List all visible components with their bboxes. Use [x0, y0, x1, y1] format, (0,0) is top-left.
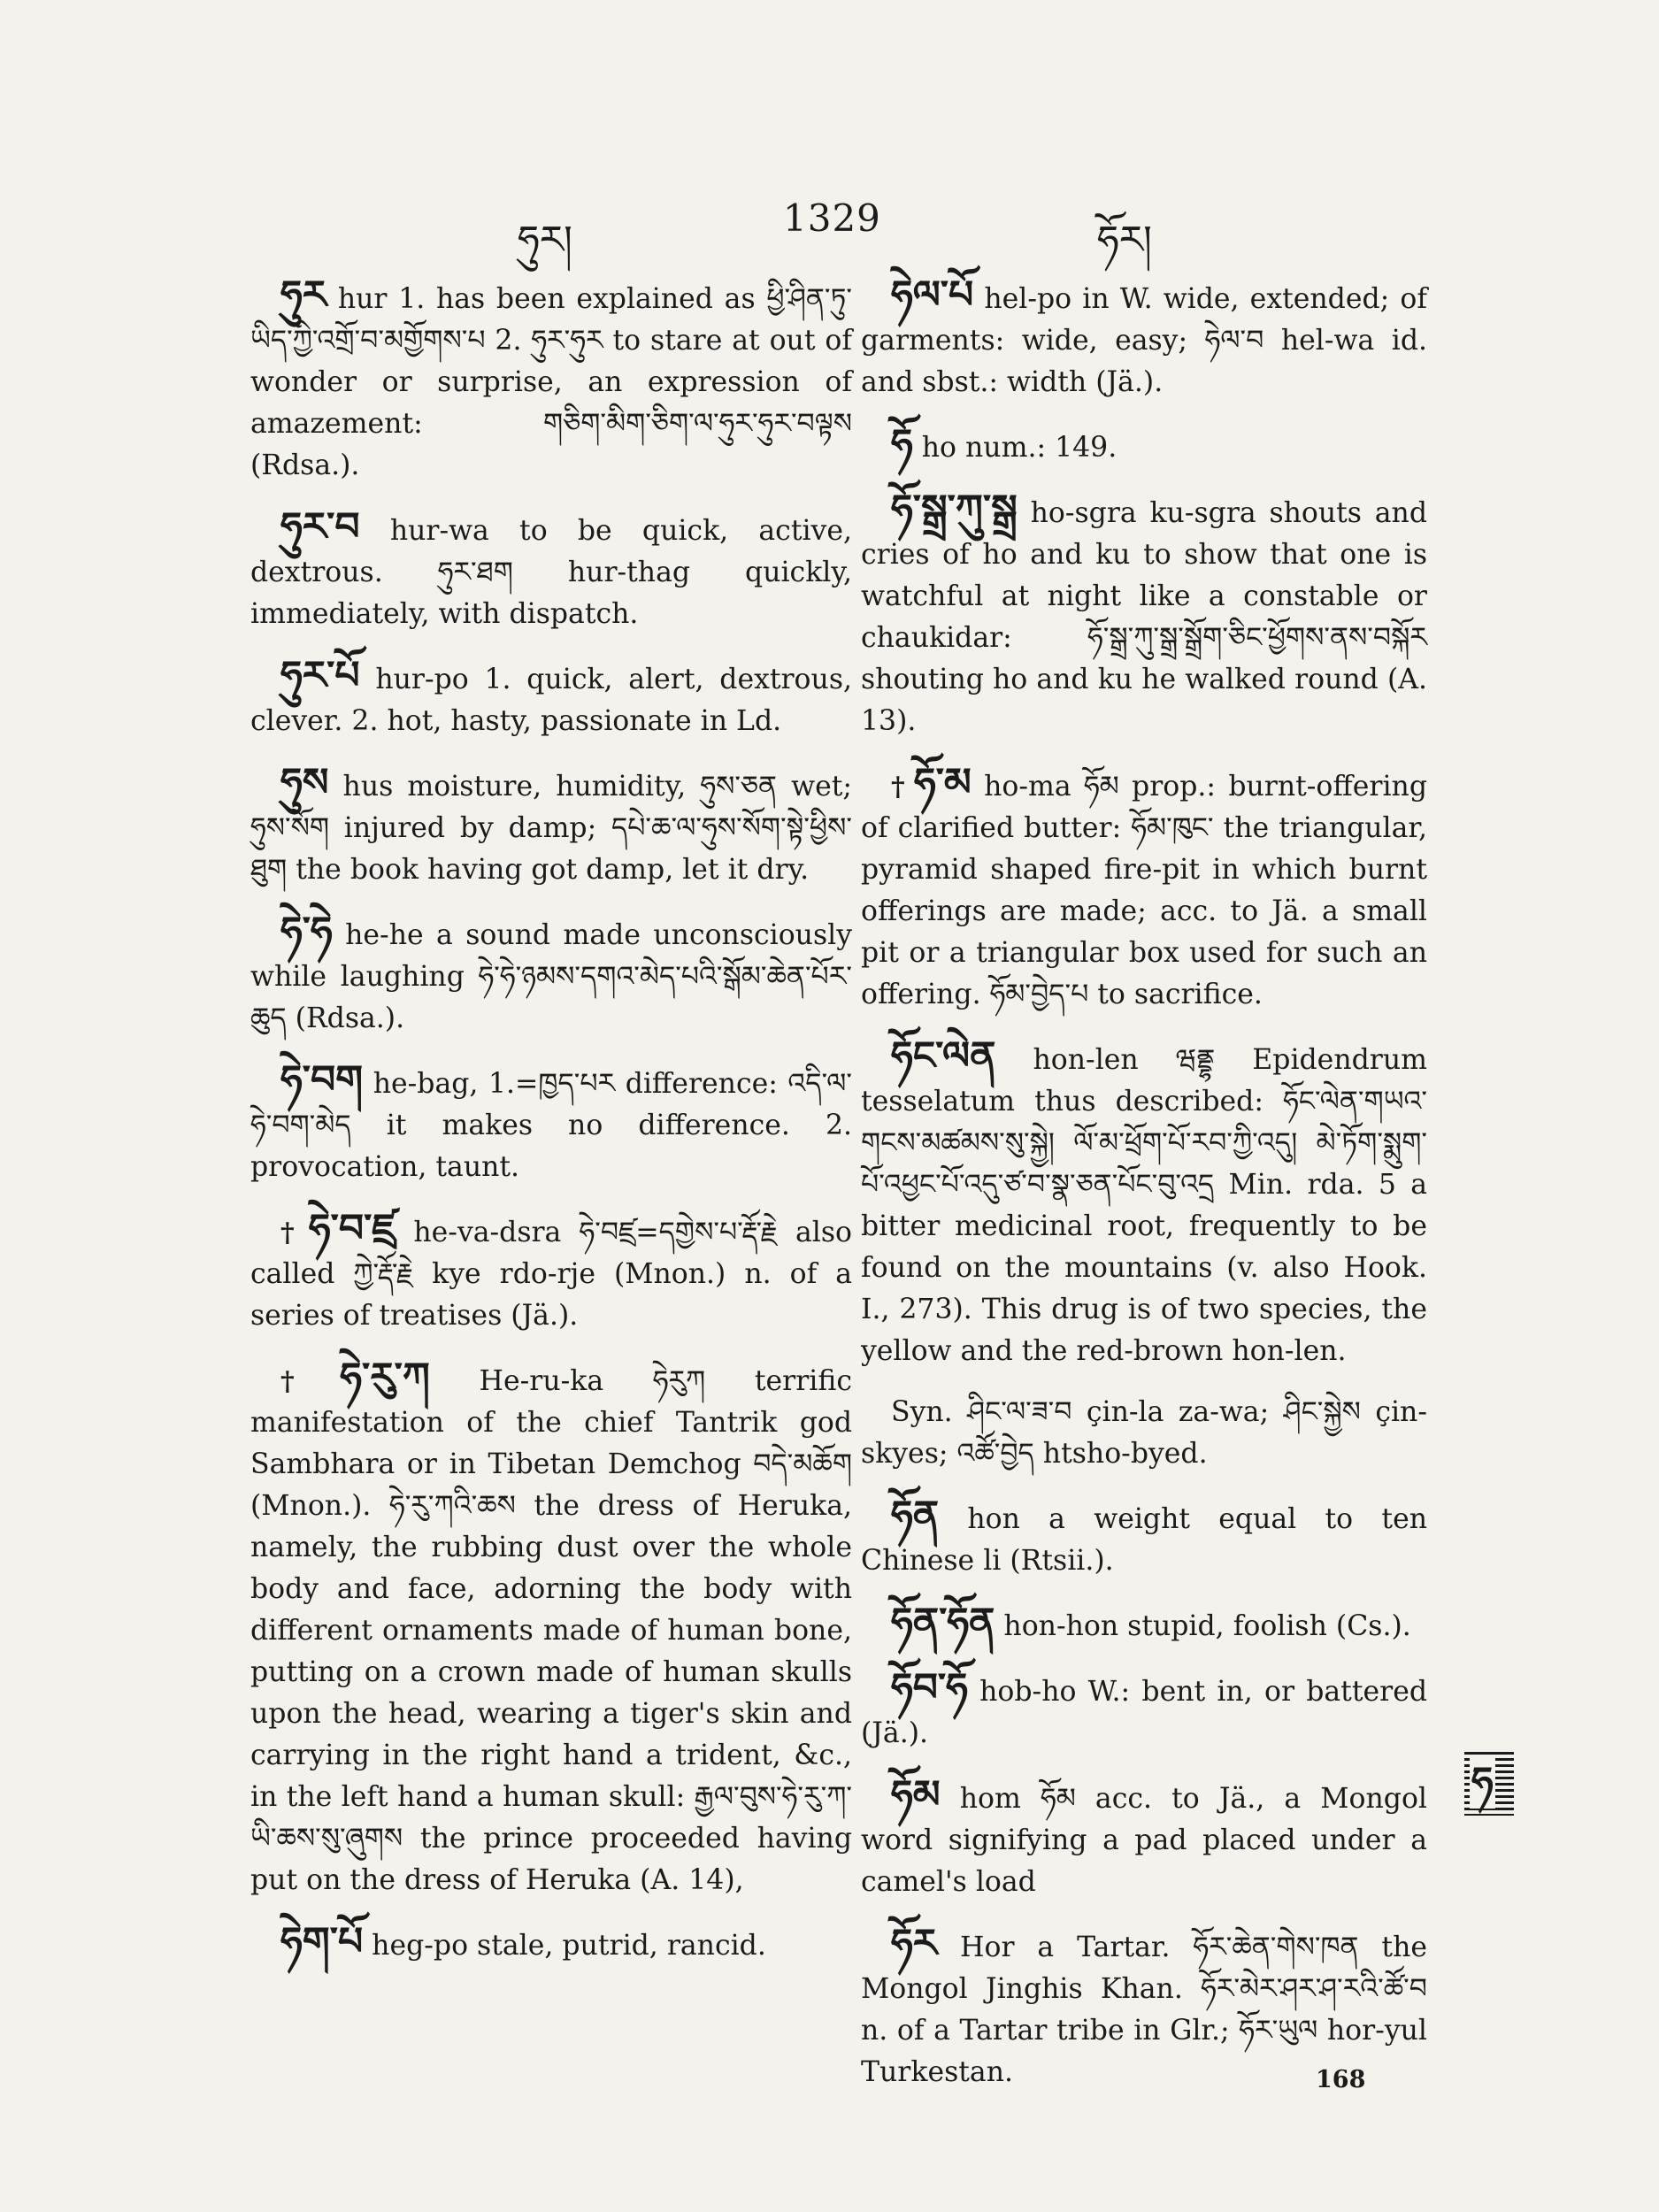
entry-headword: ཧོབ་ཧོ [891, 1665, 968, 1710]
entry-headword: ཧོ [891, 421, 913, 466]
entry-text: He-ru-ka ཧེརུཀ terrific manifestation of the chief Tantrik god Sambhara or in Tibetan Demchog བདེ་མཆོག (Mnon.). ཧེ་རུ་ཀའི་ཆས the dress of Heruka, namely, the rubbing dust over the whole body and face, adorning the body with different ornaments made of human bone, putting on a crown made of human skulls upon the head, wearing a tiger's skin and carrying in the right hand a trident, &c., in the left hand a human skull: རྒྱལ་བུས་ཧེ་རུ་ཀ་ཡི་ཆས་སུ་ཞུགས the prince proceeded having put on the dress of Heruka (A. 14), [250, 1365, 852, 1896]
entry-text: hel-po in W. wide, extended; of garments: wide, easy; ཧེལ་བ hel-wa id. and sbst.: width (Jä.). [861, 283, 1427, 398]
dictionary-entry [861, 762, 1427, 1016]
sanskrit-marker: † [280, 1217, 303, 1248]
entry-headword: ཧེ་བག [280, 1057, 364, 1102]
dictionary-entry [250, 506, 852, 635]
entry-text: hob-ho W.: bent in, or battered (Jä.). [861, 1676, 1427, 1749]
thumb-index-letter: ཧ [1470, 1755, 1495, 1809]
dictionary-entry [861, 1035, 1427, 1372]
entry-text: he-va-dsra ཧེ་བཛྲ=དགྱེས་པ་རྡོ་རྗེ also called ཀྱེ་རྡོ་རྗེ kye rdo-rje (Mnon.) n. of a series of treatises (Jä.). [250, 1217, 852, 1332]
dictionary-entry [861, 1601, 1427, 1647]
dictionary-entry [250, 1059, 852, 1188]
entry-text: hom ཧོམ acc. to Jä., a Mongol word signifying a pad placed under a camel's load [861, 1783, 1428, 1898]
sanskrit-marker: † [280, 1366, 335, 1397]
entry-headword: ཧུར་པོ [280, 653, 360, 698]
entry-text: hur 1. has been explained as ཕྱི་ཤིན་ཏུ་ཡིད་ཀྱི་འགྲོ་བ་མགྱོགས་པ 2. ཧུར་ཧུར to stare at out of wonder or surprise, an expression of amazement: གཅིག་མིག་ཅིག་ལ་ཧུར་ཧུར་བལྟས (Rdsa.). [250, 283, 852, 481]
thumb-index-tab [1464, 1752, 1514, 1816]
dictionary-entry [861, 488, 1427, 742]
left-guide-word: ཧུར། [518, 218, 572, 263]
entry-text: Hor a Tartar. ཧོར་ཆེན་གེས་ཁན the Mongol Jinghis Khan. ཧོར་མེར་ཤར་ཤ་རའི་ཚོ་བ n. of a Tartar tribe in Glr.; ཧོར་ཡུལ hor-yul Turkestan. [861, 1932, 1427, 2088]
page-number: 1329 [783, 196, 881, 240]
entry-text: hon a weight equal to ten Chinese li (Rtsii.). [861, 1503, 1427, 1577]
dictionary-entry [861, 274, 1427, 403]
dictionary-entry [861, 1494, 1427, 1582]
signature-mark: 168 [1316, 2066, 1366, 2093]
entry-headword: ཧེ་ཧེ [280, 909, 333, 954]
entry-headword: ཧེ་བ་ཛྲ [308, 1206, 396, 1251]
entry-headword: ཧེག་པོ [280, 1919, 364, 1964]
entry-text: ho-ma ཧོམ prop.: burnt-offering of clarified butter: ཧོམ་ཁུང་ the triangular, pyramid shaped fire-pit in which burnt offerings are made; acc. to Jä. a small pit or a triangular box used for such an offering. ཧོམ་བྱེད་པ to sacrifice. [861, 771, 1427, 1010]
dictionary-entry [250, 274, 852, 487]
entry-headword: ཧོང་ལེན [891, 1033, 996, 1079]
entry-text: heg-po stale, putrid, rancid. [372, 1930, 766, 1962]
entry-headword: ཧོ་མ [913, 760, 972, 805]
dictionary-entry [250, 1208, 852, 1337]
entry-text: ho num.: 149. [921, 432, 1118, 464]
dictionary-entry [250, 1356, 852, 1901]
dictionary-entry [250, 655, 852, 742]
entry-text: Syn. ཤིང་ལ་ཟ་བ çin-la za-wa; ཤིང་སྐྱེས çin-skyes; འཚོ་བྱེད htsho-byed. [861, 1396, 1427, 1470]
dictionary-entry [861, 1774, 1427, 1903]
entry-text: hus moisture, humidity, ཧུས་ཅན wet; ཧུས་སོག injured by damp; དཔེ་ཆ་ལ་ཧུས་སོག་སྟེ་ཕྱིས་ཐུག the book having got damp, let it dry. [250, 771, 852, 886]
entry-headword: ཧོ་སྒྲ་ཀུ་སྒྲ [891, 487, 1018, 532]
right-column [861, 274, 1427, 2113]
dictionary-entry [861, 1667, 1427, 1755]
entry-headword: ཧོར [891, 1921, 938, 1966]
entry-text: hon-hon stupid, foolish (Cs.). [1003, 1610, 1411, 1642]
sanskrit-marker: † [891, 772, 909, 803]
dictionary-entry [250, 762, 852, 891]
synonym-entry [861, 1392, 1427, 1475]
dictionary-entry [250, 910, 852, 1040]
entry-text: hur-wa to be quick, active, dextrous. ཧུར་ཐག hur-thag quickly, immediately, with dispatch. [250, 515, 852, 630]
entry-text: he-bag, 1.=ཁྱད་པར difference: འདི་ལ་ཧེ་བག་མེད it makes no difference. 2. provocation, taunt. [250, 1068, 852, 1183]
entry-headword: ཧུར་བ [280, 504, 360, 549]
entry-headword: ཧོམ [891, 1772, 941, 1817]
dictionary-entry [861, 423, 1427, 469]
entry-headword: ཧོན་ཧོན [891, 1600, 995, 1645]
left-column [250, 274, 852, 1986]
entry-text: hur-po 1. quick, alert, dextrous, clever. 2. hot, hasty, passionate in Ld. [250, 664, 852, 737]
page-header [0, 196, 1659, 263]
entry-headword: ཧོན [891, 1493, 940, 1538]
entry-text: he-he a sound made unconsciously while laughing ཧེ་ཧེ་ཉམས་དགའ་མེད་པའི་སྒོམ་ཆེན་པོར་ཆུད (Rdsa.). [250, 919, 853, 1034]
right-guide-word: ཧོར། [1097, 218, 1152, 263]
entry-text: hon-len ཝནྡྷ Epidendrum tesselatum thus described: ཧོང་ལེན་གཡའ་གངས་མཚམས་སུ་སྐྱེ། ལོ་མ་ཕྲོག་པོ་རབ་ཀྱི་འདུ། མེ་ཏོག་སྨུག་པོ་འཕྱང་པོ་འདུ་ཙ་བ་སྣ་ཅན་པོང་བུ་འདྲ Min. rda. 5 a bitter medicinal root, frequently to be found on the mountains (v. also Hook. I., 273). This drug is of two species, the yellow and the red-brown hon-len. [861, 1044, 1427, 1367]
entry-headword: ཧེ་རུ་ཀ [340, 1355, 430, 1400]
entry-headword: ཧེལ་པོ [891, 273, 974, 318]
entry-headword: ཧུར [280, 273, 327, 318]
entry-text: ho-sgra ku-sgra shouts and cries of ho and ku to show that one is watchful at night like a constable or chaukidar: ཧོ་སྒྲ་ཀུ་སྒྲ་སྒྲོག་ཅིང་ཕྱོགས་ནས་བསྐོར shouting ho and ku he walked round (A. 13). [861, 497, 1427, 737]
dictionary-entry [250, 1921, 852, 1967]
entry-headword: ཧུས [280, 760, 329, 805]
